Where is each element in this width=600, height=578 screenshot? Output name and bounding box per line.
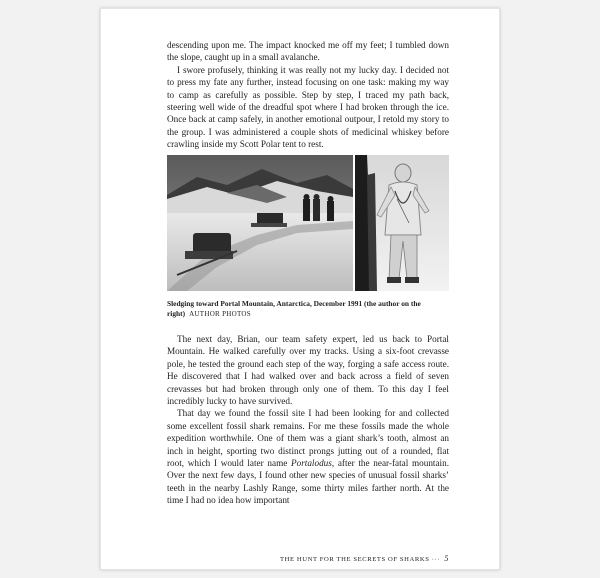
paragraph-text: after the near-fatal mountain. Over the next few days, I found other new species of unusual fossil sharks’ teeth in the nearby Lashly Range, some thirty miles farther north. At the time I had no idea how important [167,458,450,506]
photo-caption [167,299,449,319]
running-footer [167,554,449,563]
paragraph: I swore profusely, thinking it was really not my lucky day. I decided not to press my fate any further, instead focusing on one task: making my way to camp as carefully as possible. Step by step, I traced my path back, steering well wide of the dreadful spot where I had broken through the ice. Once back at camp safely, in another emotional outpour, I retold my story to the group. I was administered a couple shots of medicinal whiskey before crawling inside my Scott Polar tent to rest. [167,64,449,150]
paragraph [167,407,449,506]
photo-image [167,155,449,291]
paragraph: The next day, Brian, our team safety expert, led us back to Portal Mountain. He walked carefully over my tracks. Using a six-foot crevasse pole, he tested the ground each step of the way, forging a safe access route. He discovered that I had walked over and back across a field of seven crevasses but had broken through only one of them. To this day I feel incredibly lucky to have survived. [167,334,449,407]
expedition-photograph [167,155,449,291]
page-number: 5 [444,554,449,563]
text-block-bottom [167,333,449,507]
paragraph-text: That day we found the fossil site I had been looking for and collected some excellent fossil shark remains. For me these fossils made the whole expedition worthwhile. One of them was a giant shark’s tooth, almost an inch in height, sporting two distinct prongs jutting out of a rounded, flat root, which I would later name [167,408,449,469]
caption-text: Sledging toward Portal Mountain, Antarctica, December 1991 (the author on the right) [167,299,421,318]
photo-credit: AUTHOR PHOTOS [189,310,251,318]
species-name: Portalodus, [291,458,335,469]
paragraph: descending upon me. The impact knocked me off my feet; I tumbled down the slope, caught up in a small avalanche. [167,40,449,63]
running-title: THE HUNT FOR THE SECRETS OF SHARKS ··· [280,556,441,563]
text-block-top [167,39,449,151]
book-page [100,8,500,570]
